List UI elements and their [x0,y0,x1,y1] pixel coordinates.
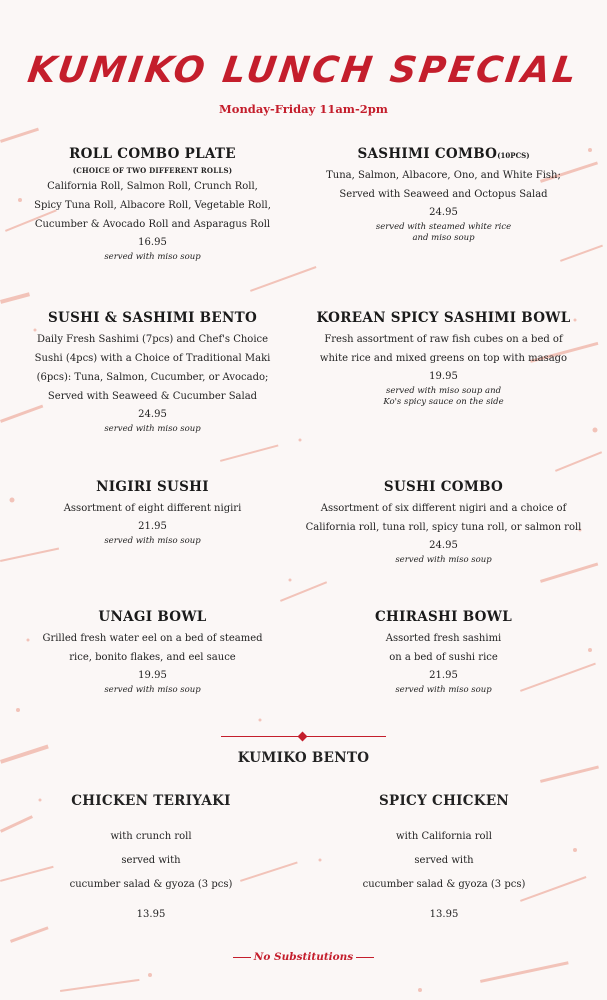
item-note: served with miso soup [395,685,492,695]
bento-item-name: CHICKEN TERIYAKI [71,793,231,809]
bento-item-price: 13.95 [429,909,459,920]
bento-item-price: 13.95 [136,909,166,920]
item-note: served with miso soup [104,424,201,434]
item-desc-line: Fresh assortment of raw fish cubes on a bed of [324,334,563,345]
bento-item-line: with California roll [396,831,492,842]
bento-item-line: with crunch roll [110,831,192,842]
no-substitutions-note [0,951,607,963]
item-desc-line: Assorted fresh sashimi [385,633,502,644]
item-price: 19.95 [138,670,167,681]
item-desc-line: Served with Seaweed and Octopus Salad [339,189,548,200]
item-subtitle: (CHOICE OF TWO DIFFERENT ROLLS) [72,166,233,175]
bento-item-name: SPICY CHICKEN [378,793,510,809]
item-name: UNAGI BOWL [98,609,207,625]
menu-item-chirashi-bowl [301,609,586,696]
item-price: 24.95 [138,409,167,420]
bento-section-title: KUMIKO BENTO [237,750,370,766]
menu-item-nigiri-sushi [10,479,295,547]
item-price: 16.95 [138,237,167,248]
item-note: served with miso soup [395,555,492,565]
diamond-ornament-icon [298,732,308,742]
item-name: SUSHI & SASHIMI BENTO [47,310,258,326]
menu-item-sashimi-combo [301,146,586,244]
item-note: served with miso soup [104,536,201,546]
item-name: NIGIRI SUSHI [96,479,209,495]
item-desc-line: Assortment of eight different nigiri [63,503,242,514]
item-note: served with steamed white rice [375,222,512,232]
item-price: 21.95 [429,670,458,681]
item-desc-line: rice, bonito flakes, and eel sauce [69,652,236,663]
item-desc-line: on a bed of sushi rice [389,652,498,663]
section-divider [221,731,386,743]
bento-item-chicken-teriyaki [31,793,271,920]
item-desc-line: Cucumber & Avocado Roll and Asparagus Roll [34,219,271,230]
item-desc-line: Sushi (4pcs) with a Choice of Traditional Maki [34,353,271,364]
item-desc-line: white rice and mixed greens on top with masago [319,353,568,364]
bento-item-line: served with [121,855,181,866]
bento-item-line: cucumber salad & gyoza (3 pcs) [69,879,233,890]
bento-item-line: served with [414,855,474,866]
item-price: 19.95 [429,371,458,382]
item-name: CHIRASHI BOWL [374,609,512,625]
item-name: ROLL COMBO PLATE [69,146,236,162]
item-note: Ko's spicy sauce on the side [383,397,504,407]
item-desc-line: Served with Seaweed & Cucumber Salad [47,391,258,402]
menu-item-korean-spicy-sashimi-bowl [301,310,586,408]
item-desc-line: Tuna, Salmon, Albacore, Ono, and White Fish; [326,170,561,181]
menu-item-sushi-combo [301,479,586,566]
item-desc-line: California Roll, Salmon Roll, Crunch Roll, [47,181,258,192]
item-name-suffix: (10PCS) [497,151,530,160]
menu-title: KUMIKO LUNCH SPECIAL [25,50,582,91]
menu-item-unagi-bowl [10,609,295,696]
menu-item-roll-combo-plate [10,146,295,263]
item-price: 24.95 [429,207,458,218]
item-name: SUSHI COMBO [383,479,504,495]
item-price: 21.95 [138,521,167,532]
bento-item-spicy-chicken [324,793,564,920]
item-desc-line: California roll, tuna roll, spicy tuna roll, or salmon roll [305,522,582,533]
item-note: served with miso soup [104,685,201,695]
bento-item-line: cucumber salad & gyoza (3 pcs) [362,879,526,890]
footer-note-text: No Substitutions [253,951,354,963]
item-note: served with miso soup and [385,386,502,396]
item-desc-line: (6pcs): Tuna, Salmon, Cucumber, or Avocado; [36,372,269,383]
item-desc-line: Grilled fresh water eel on a bed of steamed [42,633,263,644]
service-hours: Monday-Friday 11am-2pm [219,102,388,116]
item-desc-line: Spicy Tuna Roll, Albacore Roll, Vegetable Roll, [34,200,271,211]
item-note: served with miso soup [104,252,201,262]
item-price: 24.95 [429,540,458,551]
item-note: and miso soup [412,233,475,243]
menu-item-sushi-sashimi-bento [10,310,295,435]
item-desc-line: Daily Fresh Sashimi (7pcs) and Chef's Choice [36,334,269,345]
item-desc-line: Assortment of six different nigiri and a choice of [320,503,567,514]
item-name: KOREAN SPICY SASHIMI BOWL [316,310,571,326]
item-name: SASHIMI COMBO [357,146,498,162]
